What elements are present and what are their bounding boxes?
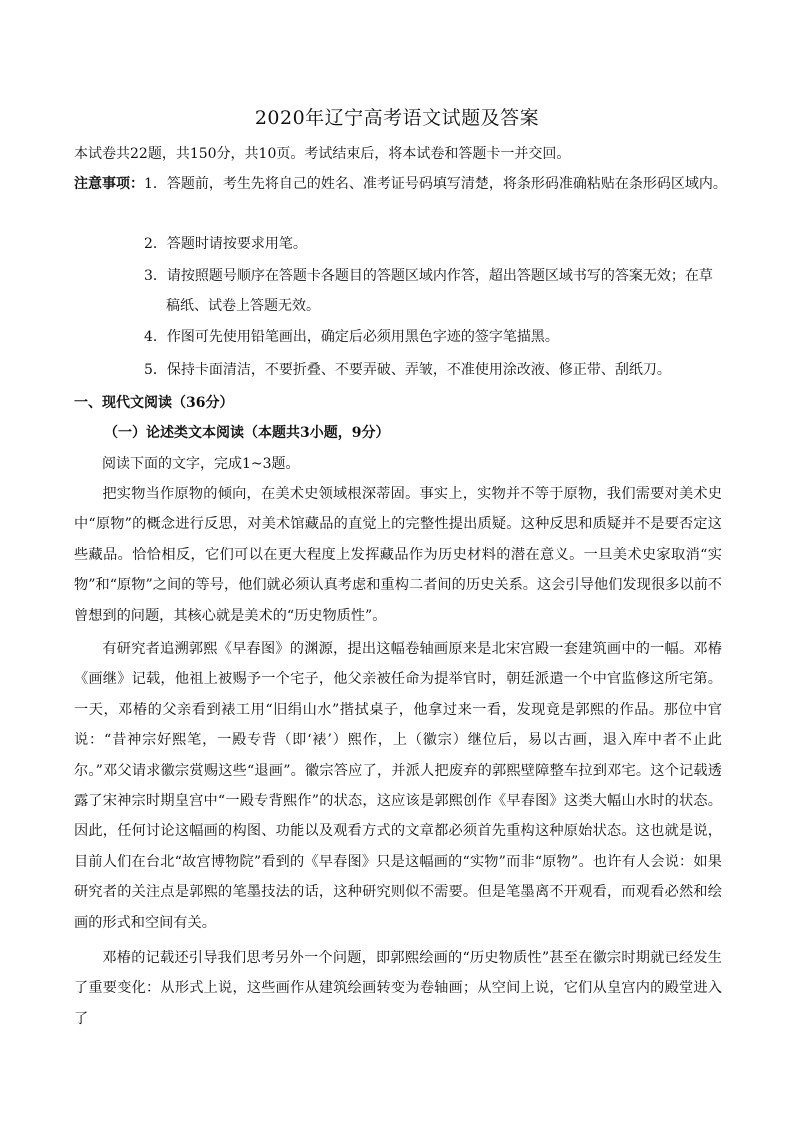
passage-paragraph-3: 邓椿的记载还引导我们思考另外一个问题，即郭熙绘画的“历史物质性”甚至在徽宗时期就已经发生了重要变化：从形式上说，这些画作从建筑绘画转变为卷轴画；从空间上说，它们从皇宫内的殿堂进入了: [74, 950, 722, 1027]
section-heading: 一、现代文阅读（36分）: [74, 395, 234, 411]
reading-instruction: 阅读下面的文字，完成1~3题。: [102, 456, 300, 472]
notice-label: 注意事项：: [74, 176, 144, 192]
notice-item-2: 2．答题时请按要求用笔。: [144, 236, 307, 252]
intro-text: 本试卷共22题，共150分，共10页。考试结束后，将本试卷和答题卡一并交回。: [74, 146, 571, 162]
notice-item-4: 4．作图可先使用铅笔画出，确定后必须用黑色字迹的签字笔描黑。: [144, 329, 559, 345]
notice-item-3-cont: 稿纸、试卷上答题无效。: [166, 298, 320, 314]
page-title: 2020年辽宁高考语文试题及答案: [254, 107, 540, 129]
passage-paragraph-1: 把实物当作原物的倾向，在美术史领域根深蒂固。事实上，实物并不等于原物，我们需要对美术史中“原物”的概念进行反思，对美术馆藏品的直觉上的完整性提出质疑。这种反思和质疑并不是要否定这些藏品。恰恰相反，它们可以在更大程度上发挥藏品作为历史材料的潜在意义。一旦美术史家取消“实物”和“原物”之间的等号，他们就必须认真考虑和重构二者间的历史关系。这会引导他们发现很多以前不曾想到的问题，其核心就是美术的“历史物质性”。: [74, 486, 722, 624]
passage-paragraph-2: 有研究者追溯郭熙《早春图》的渊源，提出这幅卷轴画原来是北宋宫殿一套建筑画中的一幅。邓椿《画继》记载，他祖上被赐予一个宅子，他父亲被任命为提举官时，朝廷派遣一个中官监修这所宅第。一天，邓椿的父亲看到裱工用“旧绢山水”揩拭桌子，他拿过来一看，发现竟是郭熙的作品。那位中官说：“昔神宗好熙笔，一殿专背（即‘裱’）熙作，上（徽宗）继位后，易以古画，退入库中者不止此尔。”邓父请求徽宗赏赐这些“退画”。徽宗答应了，并派人把废弃的郭熙壁障整车拉到邓宅。这个记载透露了宋神宗时期皇宫中“一殿专背熙作”的状态，这应该是郭熙创作《早春图》这类大幅山水时的状态。因此，任何讨论这幅画的构图、功能以及观看方式的文章都必须首先重构这种原始状态。这也就是说，目前人们在台北“故宫博物院”看到的《早春图》只是这幅画的“实物”而非“原物”。也许有人会说：如果研究者的关注点是郭熙的笔墨技法的话，这种研究则似不需要。但是笔墨离不开观看，而观看必然和绘画的形式和空间有关。: [74, 641, 722, 931]
notice-item-3: 3．请按照题号顺序在答题卡各题目的答题区域内作答，超出答题区域书写的答案无效；在草: [144, 268, 713, 284]
notice-row-1: [74, 174, 727, 194]
sub-section-heading: （一）论述类文本阅读（本题共3小题，9分）: [104, 425, 390, 441]
notice-item-5: 5．保持卡面清洁，不要折叠、不要弄破、弄皱，不准使用涂改液、修正带、刮纸刀。: [144, 362, 671, 378]
notice-item-1: 1．答题前，考生先将自己的姓名、准考证号码填写清楚，将条形码准确粘贴在条形码区域内。: [144, 176, 727, 192]
